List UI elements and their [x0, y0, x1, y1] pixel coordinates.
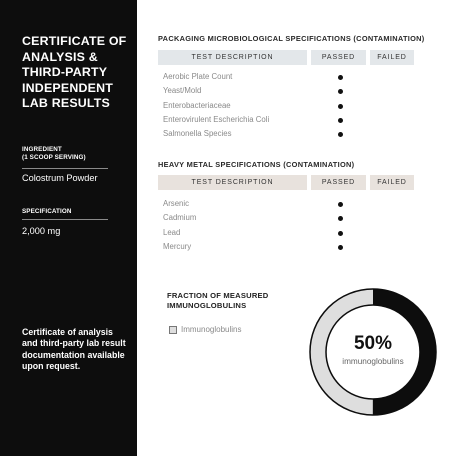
column-header-test-description: TEST DESCRIPTION: [158, 175, 307, 190]
heavy-metal-test-row: [158, 240, 388, 254]
microbiological-table-header: [158, 50, 414, 65]
microbiological-test-row: [158, 127, 388, 141]
test-description-cell: Yeast/Mold: [163, 86, 202, 96]
documentation-note: Certificate of analysis and third-party lab result documentation available upon request.: [22, 327, 126, 371]
column-header-test-description: TEST DESCRIPTION: [158, 50, 307, 65]
test-description-cell: Mercury: [163, 241, 192, 251]
specification-value: 2,000 mg: [22, 226, 61, 236]
donut-sub-label: immunoglobulins: [342, 357, 404, 366]
legend-swatch: [169, 326, 177, 334]
heavy-metal-test-row: [158, 226, 388, 240]
passed-dot-icon: [338, 216, 343, 221]
microbiological-test-row: [158, 113, 388, 127]
passed-dot-icon: [338, 89, 343, 94]
column-header-failed: FAILED: [370, 50, 414, 65]
passed-dot-icon: [338, 202, 343, 207]
ingredient-value: Colostrum Powder: [22, 173, 98, 183]
specification-divider: [22, 219, 108, 220]
test-description-cell: Enterovirulent Escherichia Coli: [163, 114, 270, 124]
passed-dot-icon: [338, 118, 343, 123]
microbiological-test-row: [158, 70, 388, 84]
test-description-cell: Lead: [163, 227, 181, 237]
heavy-metal-section-title: HEAVY METAL SPECIFICATIONS (CONTAMINATION): [158, 160, 355, 169]
passed-dot-icon: [338, 104, 343, 109]
specification-label: SPECIFICATION: [22, 208, 72, 215]
test-description-cell: Arsenic: [163, 199, 189, 208]
passed-dot-icon: [338, 75, 343, 80]
fraction-title: FRACTION OF MEASURED IMMUNOGLOBULINS: [167, 291, 269, 311]
test-description-cell: Aerobic Plate Count: [163, 72, 233, 81]
ingredient-divider: [22, 168, 108, 169]
microbiological-test-row: [158, 99, 388, 113]
microbiological-section-title: PACKAGING MICROBIOLOGICAL SPECIFICATIONS (CONTAMINATION): [158, 34, 425, 43]
certificate-title: CERTIFICATE OF ANALYSIS & THIRD-PARTY INDEPENDENT LAB RESULTS: [22, 34, 127, 111]
passed-dot-icon: [338, 132, 343, 137]
column-header-passed: PASSED: [311, 50, 366, 65]
test-description-cell: Salmonella Species: [163, 129, 232, 139]
test-description-cell: Cadmium: [163, 213, 197, 223]
passed-dot-icon: [338, 231, 343, 236]
passed-dot-icon: [338, 245, 343, 250]
legend-label: Immunoglobulins: [181, 325, 242, 334]
microbiological-test-row: [158, 84, 388, 98]
test-description-cell: Enterobacteriaceae: [163, 100, 231, 110]
heavy-metal-table-header: [158, 175, 414, 190]
ingredient-label: INGREDIENT (1 SCOOP SERVING): [22, 146, 86, 162]
donut-percent-label: 50%: [353, 333, 393, 354]
donut-legend: [169, 325, 241, 334]
results-panel: [137, 0, 456, 456]
left-panel: [0, 0, 137, 456]
heavy-metal-test-row: [158, 211, 388, 225]
column-header-failed: FAILED: [370, 175, 414, 190]
heavy-metal-test-row: [158, 197, 388, 211]
column-header-passed: PASSED: [311, 175, 366, 190]
